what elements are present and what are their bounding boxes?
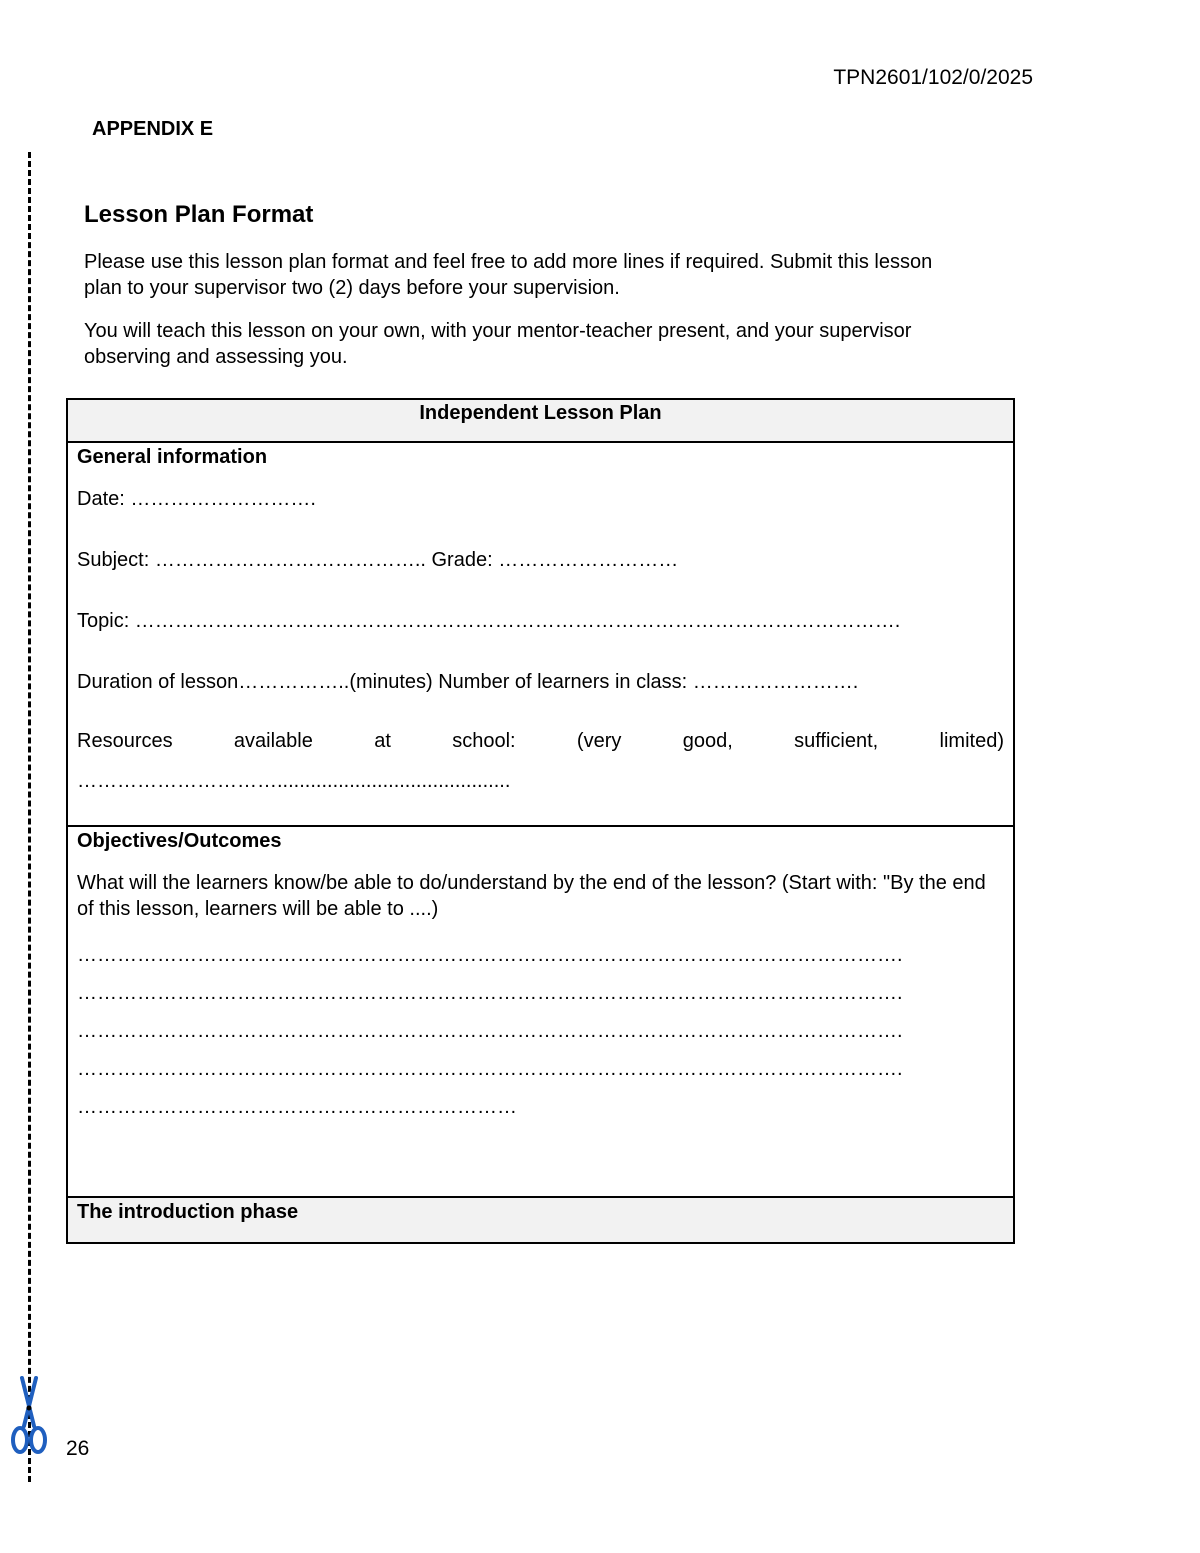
general-information-title: General information [77, 446, 268, 468]
appendix-label: APPENDIX E [92, 118, 214, 140]
duration-learners-field[interactable]: Duration of lesson……………..(minutes) Number of learners in class: ……………………. [77, 671, 859, 693]
page-number: 26 [66, 1437, 90, 1460]
introduction-phase-section [67, 1197, 1014, 1243]
introduction-phase-title: The introduction phase [77, 1201, 299, 1223]
resources-label: Resources available at school: (very good, sufficient, limited) [77, 730, 1004, 752]
subject-grade-field[interactable]: Subject: ………………………………….. Grade: ……………………… [77, 549, 679, 571]
cut-here-dashed-line [28, 152, 31, 1482]
objectives-answer-line[interactable]: ……………………………………………………………………………………………………………. [77, 1058, 903, 1080]
page-title: Lesson Plan Format [84, 201, 314, 228]
objectives-question: What will the learners know/be able to do/understand by the end of the lesson? (Start with: "By the end of this lesson, learners will be able to ....) [77, 872, 986, 920]
objectives-title: Objectives/Outcomes [77, 830, 282, 852]
objectives-answer-line[interactable]: ………………………………………………………… [77, 1096, 517, 1118]
scissors-icon [9, 1374, 49, 1463]
objectives-answer-line[interactable]: ……………………………………………………………………………………………………………. [77, 982, 903, 1004]
objectives-section [67, 826, 1014, 1197]
document-code: TPN2601/102/0/2025 [833, 66, 1033, 89]
objectives-answer-line[interactable]: ……………………………………………………………………………………………………………. [77, 1020, 903, 1042]
objectives-answer-line[interactable]: ……………………………………………………………………………………………………………. [77, 944, 903, 966]
topic-field[interactable]: Topic: ……………………………………………………………………………………………………. [77, 610, 901, 632]
lesson-plan-table [66, 398, 1015, 1244]
table-heading: Independent Lesson Plan [67, 399, 1014, 442]
instructions-paragraph-2: You will teach this lesson on your own, with your mentor-teacher present, and your supervisor observing and assessing you. [84, 320, 912, 368]
instructions-paragraph-1: Please use this lesson plan format and feel free to add more lines if required. Submit this lesson plan to your supervisor two (2) days before your supervision. [84, 251, 933, 299]
general-information-section [67, 442, 1014, 826]
resources-field[interactable]: ………………………….......................................... [77, 770, 511, 792]
date-field[interactable]: Date: ………………………. [77, 488, 316, 510]
